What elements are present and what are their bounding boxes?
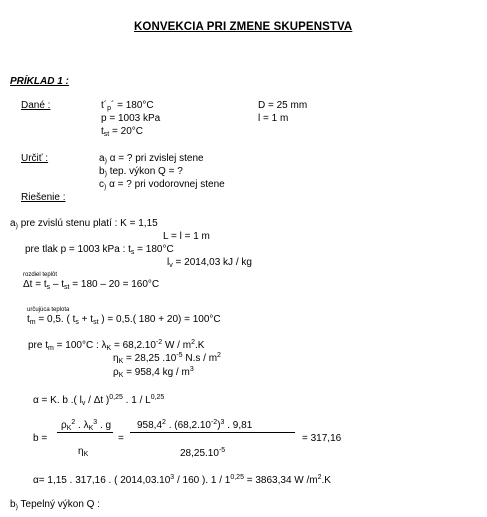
b-equals-2: = [118,433,124,444]
note-ref-temp: určujúca teplota [27,307,70,313]
find-label: Určiť : [21,153,49,164]
fraction-bar-values [130,432,295,433]
solution-a-line4: $l_v = 2014,03$ kJ / kg [167,257,252,269]
prop-lambda: pre $t_m = 100^\circ C$ : $\lambda_K = 68,2.10^{-2}$ W / $m^2.K$ [28,339,205,352]
prop-rho: $\rho_K = 958,4$ kg / $m^3$ [113,366,194,379]
prop-eta: $\eta_K = 28,25$ $.10^{-5}$ $N.s / m^2$ [113,352,221,365]
fraction-bar-formula [57,432,113,433]
alpha-calc: α= 1,15 . 317,16 . ( 2014,03.10$^3$ / 160 ). $1 / 1^{0,25} = 3863,34$ W $/m^2.K$ [33,474,331,486]
given-pressure: p = 1003 kPa [101,113,161,124]
solution-a-line3: pre tlak p = 1003 kPa : $t_s = 180^\circ C$ [25,244,174,256]
b-numerator-values: 958,4$^2$ . $(68,2.10^{-2})^3$ . 9,81 [137,419,253,431]
b-numerator-formula: $\rho_K^2$ . $\lambda_K^3$ . g [61,419,112,432]
b-equals: b = [33,433,48,444]
given-diameter: D = 25 mm [258,100,308,111]
given-length: l = 1 m [258,113,289,124]
solution-label: Riešenie : [21,192,66,203]
alpha-formula: α = K. b .( $l_v$ / Δt )$^{0,25}$ . 1 / L$^{0,25}$ [33,394,165,407]
find-b: $b_)$ tep. výkon Q = ? [99,166,183,178]
example-heading: PRÍKLAD 1 : [10,76,69,87]
b-denominator-values: $28,25.10^{-5}$ [180,447,226,459]
b-denominator-formula: $\eta_K$ [78,446,89,458]
ref-temp: $t_m = 0,5$. ( $t_s + t_{st}$ ) = 0,5.( 180 + 20) = 100°C [27,314,221,326]
find-a: $a_)$ α = ? pri zvislej stene [99,153,204,165]
given-label: Dané : [21,100,51,111]
b-result: = 317,16 [302,433,342,444]
document-title: KONVEKCIA PRI ZMENE SKUPENSTVA [134,21,353,33]
solution-b-heading: $b_)$ Tepelný výkon Q : [10,499,100,511]
given-tst: $t_{st} = 20^\circ C$ [101,126,143,138]
solution-a-line1: $a_)$ pre zvislú stenu platí : K = 1,15 [10,218,158,230]
temp-diff: $\Delta t = t_s - t_{st} = 180 - 20 = 160^\circ C$ [23,279,160,291]
find-c: $c_)$ α = ? pri vodorovnej stene [99,179,225,191]
solution-a-line2: L = l = 1 m [163,231,210,242]
given-tp: $t´_p´ = 180^\circ C$ [101,100,154,112]
note-temp-diff: rozdiel teplôt [23,272,58,278]
